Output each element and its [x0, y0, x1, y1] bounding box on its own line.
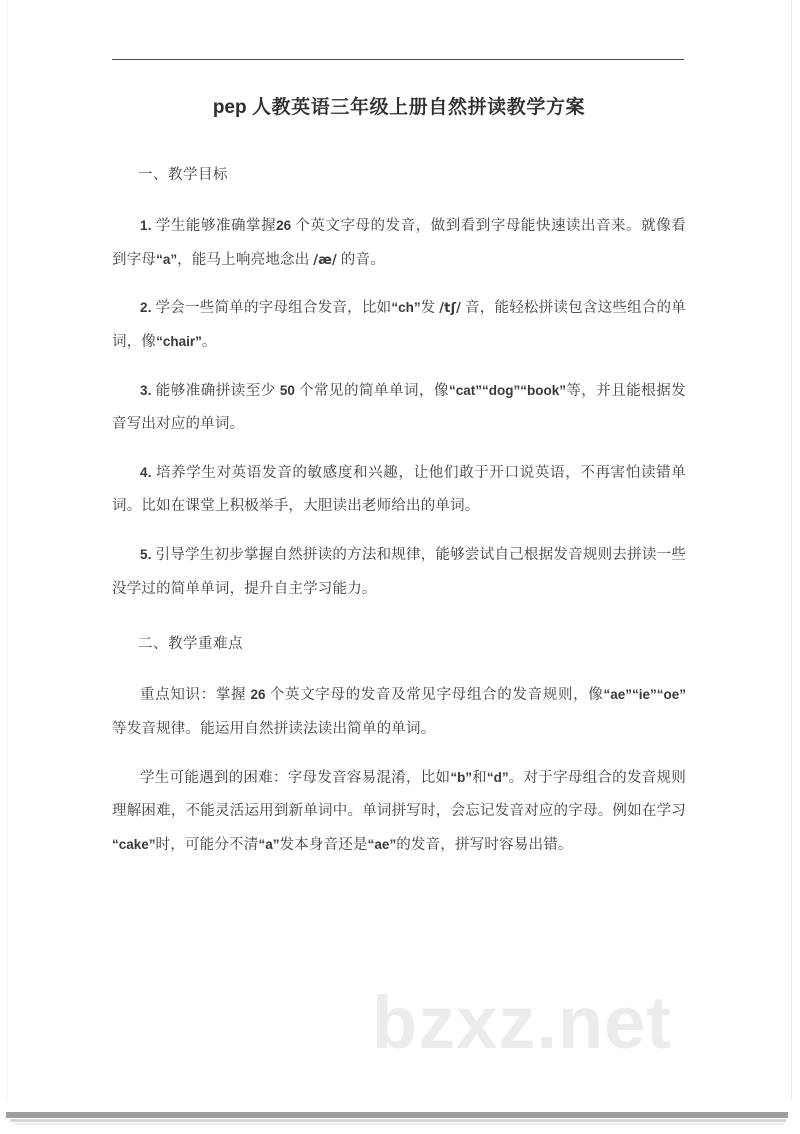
difficulties-bold-b: “b”	[450, 769, 473, 785]
key-knowledge-text-a: 重点知识：掌握	[140, 687, 251, 704]
goal-item-1-text-a: 学生能够准确掌握	[151, 218, 277, 234]
goal-item-3	[112, 375, 686, 442]
goal-item-1-text-c: 个英文字母的发音，做到看到字母能快速读出音来。就像看到字母	[112, 218, 686, 268]
goal-item-4	[112, 457, 686, 524]
goal-item-2-ipa-tsh: /tʃ/	[439, 301, 462, 317]
section-heading-teaching-goals: 一、教学目标	[138, 167, 228, 183]
page-edge-right-line	[791, 0, 792, 1100]
goal-item-3-number: 3.	[140, 382, 152, 398]
goal-item-2-bold-chair: “chair”	[156, 333, 202, 349]
goal-item-1-text-f: 的音。	[336, 251, 385, 268]
document-title-cjk: 人教英语三年级上册自然拼读教学方案	[246, 97, 586, 118]
goal-item-2-bold-ch: “ch”	[391, 300, 421, 316]
goal-item-5-number: 5.	[140, 547, 152, 562]
goal-item-1-bold-letter-a: “a”	[156, 251, 178, 267]
page-edge-left-line	[7, 0, 8, 1100]
goal-item-2	[112, 292, 686, 359]
goal-item-3-text-e: 等，并且能根据发音写出对应的单词。	[112, 382, 686, 433]
key-knowledge-bold-26: 26	[250, 687, 266, 703]
section-heading-key-difficulties: 二、教学重难点	[138, 636, 243, 653]
difficulties-text-e: 。对于字母组合的发音规则理解困难，不能灵活运用到新单词中。单词拼写时，会忘记发音对应的字母。例如在学习	[112, 769, 686, 820]
goal-item-3-bold-words: “cat”“dog”“book”	[449, 382, 567, 398]
goal-item-1-ipa-ae: /æ/	[313, 252, 337, 268]
key-knowledge-text-c: 个英文字母的发音及常见字母组合的发音规则，像	[265, 687, 604, 704]
goal-item-3-bold-50: 50	[279, 382, 295, 398]
goal-item-4-text-a: 培养学生对英语发音的敏感度和兴趣，让他们敢于开口说英语，不再害怕读错单词。比如在课堂上积极举手，大胆读出老师给出的单词。	[112, 464, 686, 515]
goal-item-2-text-f: 。	[201, 333, 217, 350]
document-title-latin: pep	[212, 97, 247, 118]
page-stack-shadow-middle	[10, 1119, 786, 1122]
goal-item-2-text-d: 音，能轻松拼读包含这些组合的单词，像	[112, 300, 686, 350]
goal-item-2-text-c: 发	[420, 300, 440, 317]
goal-item-4-number: 4.	[140, 464, 152, 480]
key-knowledge-paragraph	[112, 679, 686, 746]
difficulties-text-a: 学生可能遇到的困难：字母发音容易混淆，比如	[140, 769, 451, 786]
goal-item-1-bold-26: 26	[276, 218, 292, 233]
key-knowledge-bold-combos: “ae”“ie”“oe”	[603, 687, 686, 703]
goal-item-1	[112, 210, 686, 277]
key-knowledge-text-e: 等发音规律。能运用自然拼读法读出简单的单词。	[112, 720, 436, 737]
student-difficulties-paragraph	[112, 762, 686, 863]
difficulties-bold-cake: “cake”	[112, 836, 156, 852]
goal-item-2-number: 2.	[140, 300, 152, 316]
difficulties-text-c: 和	[472, 769, 487, 786]
difficulties-bold-d: “d”	[486, 769, 509, 785]
goal-item-2-text-a: 学会一些简单的字母组合发音，比如	[151, 300, 392, 317]
page-stack-shadow-lower	[14, 1123, 784, 1125]
goal-item-3-text-c: 个常见的简单单词，像	[294, 382, 450, 399]
site-watermark: bzxz.net	[372, 981, 672, 1064]
difficulties-text-g: 时，可能分不清	[155, 836, 259, 853]
difficulties-text-i: 发本身音还是	[279, 836, 368, 853]
goal-item-1-number: 1.	[140, 218, 152, 233]
document-title	[112, 92, 686, 119]
header-horizontal-rule	[112, 59, 684, 60]
goal-item-5-text-a: 引导学生初步掌握自然拼读的方法和规律，能够尝试自己根据发音规则去拼读一些没学过的简单单词，提升自主学习能力。	[112, 547, 686, 597]
goal-item-5	[112, 539, 686, 606]
difficulties-text-k: 的发音，拼写时容易出错。	[396, 836, 573, 853]
difficulties-bold-ae: “ae”	[367, 836, 397, 852]
goal-item-3-text-a: 能够准确拼读至少	[151, 382, 280, 399]
document-content	[112, 92, 686, 862]
difficulties-bold-letter-a: “a”	[258, 836, 280, 852]
page-stack-shadow-upper	[6, 1112, 788, 1118]
goal-item-1-text-e: ，能马上响亮地念出	[177, 251, 314, 268]
